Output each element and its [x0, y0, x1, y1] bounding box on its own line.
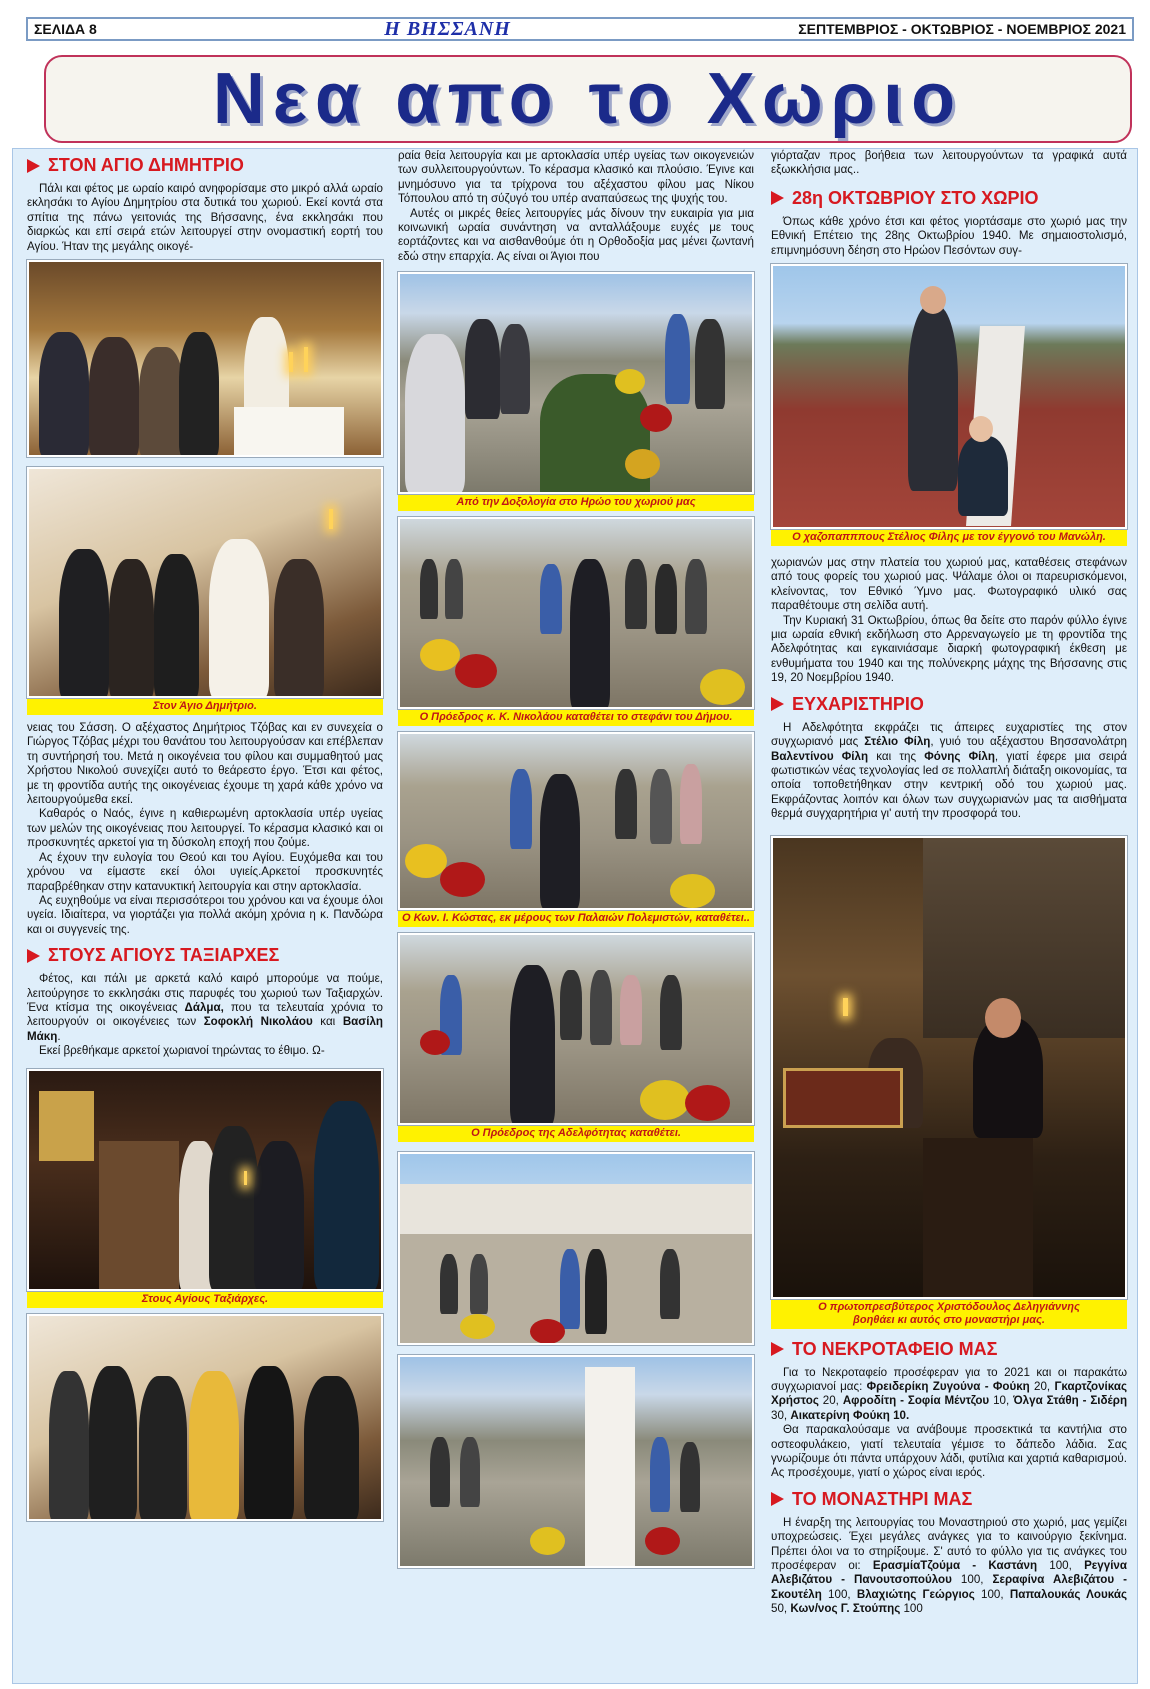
- paragraph: νειας του Σάσση. Ο αξέχαστος Δημήτριος Τζόβας και εν συνεχεία ο Γιώργος Τζόβας μέχρι του θανάτου του λειτουργούσαν και επέβλεπαν τη συντήρησή του. Μετά η οικογένεια του φίλου και συμμαθητού μας Χρήστου Νικολού συνεχίζει αυτό το θεάρεστο έργο. Έτσι και φέτος, με τη φροντίδα αυτής της οικογένειας έχουμε τη χαρά κάθε χρόνο να λειτουργούμεθα εκεί.: [27, 721, 383, 807]
- column-2: [398, 149, 754, 1568]
- paragraph: Καθαρός ο Ναός, έγινε η καθιερωμένη αρτοκλασία υπέρ υγείας των μελών της οικογένειας που λειτουργεί. Το κέρασμα κλασικό και οι προσκυνητές αρκετοί για τη δύσκολη εποχή που ζούμε.: [27, 807, 383, 850]
- caption: Ο Πρόεδρος της Αδελφότητας καταθέτει.: [398, 1125, 754, 1142]
- paragraph: Ας ευχηθούμε να είναι περισσότεροι του χρόνου και να έχουμε όλοι υγεία. Ιδιαίτερα, να γιορτάζει για πολλά ακόμη χρόνια η κ. Πανδώρα και οι συγγενείς της.: [27, 893, 383, 936]
- issue-date: ΣΕΠΤΕΜΒΡΙΟΣ - ΟΚΤΩΒΡΙΟΣ - ΝΟΕΜΒΡΙΟΣ 2021: [798, 21, 1126, 37]
- photo-monument: [398, 1355, 754, 1568]
- arrow-icon: [771, 191, 784, 205]
- heading-taxiarches: ΣΤΟΥΣ ΑΓΙΟΥΣ ΤΑΞΙΑΡΧΕΣ: [27, 945, 383, 966]
- caption: Ο Κων. Ι. Κώστας, εκ μέρους των Παλαιών Πολεμιστών, καταθέτει..: [398, 910, 754, 927]
- section-title: Νεα απο το Χωριο: [212, 59, 964, 139]
- heading-agios-dimitrios: ΣΤΟΝ ΑΓΙΟ ΔΗΜΗΤΡΙΟ: [27, 155, 383, 176]
- paragraph: ραία θεία λειτουργία και με αρτοκλασία υπέρ υγείας των οικογενειών των συλλειτουργούντων. Το κέρασμα κλασικό και πλούσιο. Έγινε και μνημόσυνο για τα τρίχρονα του αξέχαστου φίλου μας Νίκου Τόπουλου από τη σύζυγό του υπέρ αναπαύσεως της ψυχής του.: [398, 149, 754, 206]
- caption: Ο Πρόεδρος κ. Κ. Νικολάου καταθέτει το στεφάνι του Δήμου.: [398, 709, 754, 726]
- paragraph: γιόρταζαν προς βοήθεια των λειτουργούντων τα γραφικά αυτά εξωκκλήσια μας..: [771, 149, 1127, 177]
- paragraph: Για το Νεκροταφείο προσέφεραν για το 2021 και οι παρακάτω συγχωριανοί μας: Φρειδερίκη Ζυγούνα - Φούκη 20, Γκαρτζονίκας Χρήστος 20, Αφροδίτη - Σοφία Μέντζου 10, Όλγα Στάθη - Σιδέρη 30, Αικατερίνη Φούκη 10.: [771, 1365, 1128, 1422]
- section-banner: [44, 55, 1132, 143]
- content-area: [12, 148, 1138, 1684]
- photo-square-ceremony: [398, 1152, 754, 1345]
- heading-28-october: 28η ΟΚΤΩΒΡΙΟΥ ΣΤΟ ΧΩΡΙΟ: [771, 188, 1127, 209]
- paragraph: Αυτές οι μικρές θείες λειτουργίες μάς δίνουν την ευκαιρία για μια κοινωνική ωραία συνάντηση να ανταλλάξουμε ευχές με τους εορτάζοντες και να αισθανθούμε ότι η Ορθοδοξία μας μένει ζωντανή εδώ στην επαρχία. Ας είναι οι Άγιοι που: [398, 206, 754, 263]
- column-1: [27, 149, 383, 1521]
- photo-monastery: [771, 836, 1127, 1299]
- photo-wreath-mayor: [398, 517, 754, 709]
- photo-church-interior-1: [27, 260, 383, 457]
- paragraph: Θα παρακαλούσαμε να ανάβουμε προσεκτικά τα καντήλια στο οστεοφυλάκειο, γιατί τελευταία γέμισε το δάπεδο λάδια. Σας γνωρίζουμε ότι πάντα υπάρχουν λάδι, φυτίλια και χαρτιά καθαρισμού. Ας προσέχουμε, γιατί ο χώρος είναι ιερός.: [771, 1423, 1127, 1480]
- newspaper-name: Η ΒΗΣΣΑΝΗ: [384, 17, 511, 40]
- caption: Στον Άγιο Δημήτριο.: [27, 698, 383, 715]
- paragraph: Εκεί βρεθήκαμε αρκετοί χωριανοί τηρώντας το έθιμο. Ω-: [39, 1044, 325, 1058]
- paragraph: Η Αδελφότητα εκφράζει τις άπειρες ευχαριστίες της στον συγχωριανό μας Στέλιο Φίλη, γυιό του αξέχαστου Βησσανολάτρη Βαλεντίνου Φίλη και της Φόνης Φίλη, γιατί έφερε μια σειρά φωτιστικών νέας τεχνολογίας led σε πολλαπλή διάταξη οικονομίας, τα οποία τοποθετήθηκαν στην κεντρική οδό του χωριού μας. Εκφράζοντας λοιπόν και όλων των συγχωριανών μας τα αισθήματα θερμά συγχαρητήρια γι' αυτή την προσφορά του.: [771, 720, 1128, 821]
- caption-monastery: Ο πρωτοπρεσβύτερος Χριστόδουλος Δεληγιάννης βοηθάει κι αυτός στο μοναστήρι μας.: [771, 1299, 1127, 1329]
- heading-monastery: ΤΟ ΜΟΝΑΣΤΗΡΙ ΜΑΣ: [771, 1489, 1127, 1510]
- paragraph: Πάλι και φέτος με ωραίο καιρό ανηφορίσαμε στο μικρό αλλά ωραίο εκλησάκι το Αγίου Δημητρίου στα δυτικά του χωριού. Εκεί κοντά στα σπίτια της πάνω γειτονιάς της Βήσσανης, ένα εκκλησάκι που διαρκώς και επί σειρά ετών λειτουργεί στην ονομαστική εορτή του Αγίου. Ήταν της μεγάλης οικογέ-: [27, 182, 383, 253]
- arrow-icon: [27, 949, 40, 963]
- photo-doxology: [398, 272, 754, 494]
- arrow-icon: [771, 697, 784, 711]
- caption: Στους Αγίους Ταξιάρχες.: [27, 1291, 383, 1308]
- arrow-icon: [771, 1342, 784, 1356]
- caption: Από την Δοξολογία στο Ηρώο του χωριού μας: [398, 494, 754, 511]
- heading-thanks: ΕΥΧΑΡΙΣΤΗΡΙΟ: [771, 694, 1127, 715]
- photo-wreath-brotherhood: [398, 933, 754, 1125]
- paragraph: Ας έχουν την ευλογία του Θεού και του Αγίου. Ευχόμεθα και του χρόνου να είμαστε εκεί όλοι υγιείς.Αρκετοί προσκυνητές παραβρέθηκαν στην κατανυκτική λειτουργία και στην αρτοκλασία.: [27, 850, 383, 893]
- photo-church-interior-2: [27, 467, 383, 698]
- paragraph: Η έναρξη της λειτουργίας του Μοναστηριού στο χωριό, μας γεμίζει υποχρεώσεις. Έχει μεγάλες ανάγκες για το καινούργιο ξεκίνημα. Πρέπει όλοι να το στηρίξουμε. Σ' αυτό το φύλλο για τις ανάγκες του προσέφεραν οι: ΕρασμίαΤζούμα - Καστάνη 100, Ρεγγίνα Αλεβιζάτου - Πανουτσοπούλου 100, Σεραφίνα Αλεβιζάτου - Σκουτέλη 100, Βλαχιώτης Γεώργιος 100, Παπαλουκάς Λουκάς 50, Κων/νος Γ. Στούπης 100: [771, 1515, 1127, 1616]
- paragraph: χωριανών μας στην πλατεία του χωριού μας, καταθέσεις στεφάνων από τους φορείς του χωριού μας. Ψάλαμε όλοι οι παρευρισκόμενοι, κλείνοντας, τον Εθνικό Ύμνο μας. Φωτογραφικό υλικό σας παραθέτουμε στη σελίδα αυτή.: [771, 556, 1127, 613]
- paragraph: Την Κυριακή 31 Οκτωβρίου, όπως θα δείτε στο παρόν φύλλο έγινε μια ωραία εθνική εκδήλωση στο Αρρεναγωγείο με τη φροντίδα της Αδελφότητας και εγκαινιάσαμε διαρκή φωτογραφική έκθεση με ενθυμήματα του 1940 και της πολύνεκρης μάχης της Βήσσανης στις 19, 20 Νοεμβρίου 1940.: [771, 613, 1127, 685]
- page-number: ΣΕΛΙΔΑ 8: [34, 21, 97, 37]
- photo-grandfather: [771, 264, 1127, 529]
- caption: Ο χαζοπαπππους Στέλιος Φίλης με τον έγγονό του Μανώλη.: [771, 529, 1127, 546]
- photo-taxiarches-2: [27, 1314, 383, 1521]
- column-3: [771, 149, 1127, 1617]
- photo-taxiarches-1: [27, 1069, 383, 1291]
- paragraph: Φέτος, και πάλι με αρκετά καλό καιρό μπορούμε να πούμε, λειτούργησε το εκκλησάκι στις παρυφές του χωριού των Ταξιαρχών. Ένα κτίσμα της οικογένειας Δάλμα, που τα τελευταία χρόνια το λειτουργούν οι οικογένειες των Σοφοκλή Νικολάου και Βασίλη Μάκη.: [27, 972, 383, 1043]
- arrow-icon: [27, 159, 40, 173]
- paragraph: Όπως κάθε χρόνο έτσι και φέτος γιορτάσαμε στο χωριό μας την Εθνική Επέτειο της 28ης Οκτωβρίου 1940. Με σημαιοστολισμό, επιμνημόσυνη δέηση στο Ηρώον Πεσόντων συγ-: [771, 214, 1127, 257]
- photo-wreath-veterans: [398, 732, 754, 910]
- heading-cemetery: ΤΟ ΝΕΚΡΟΤΑΦΕΙΟ ΜΑΣ: [771, 1339, 1127, 1360]
- top-bar: [26, 17, 1134, 41]
- arrow-icon: [771, 1492, 784, 1506]
